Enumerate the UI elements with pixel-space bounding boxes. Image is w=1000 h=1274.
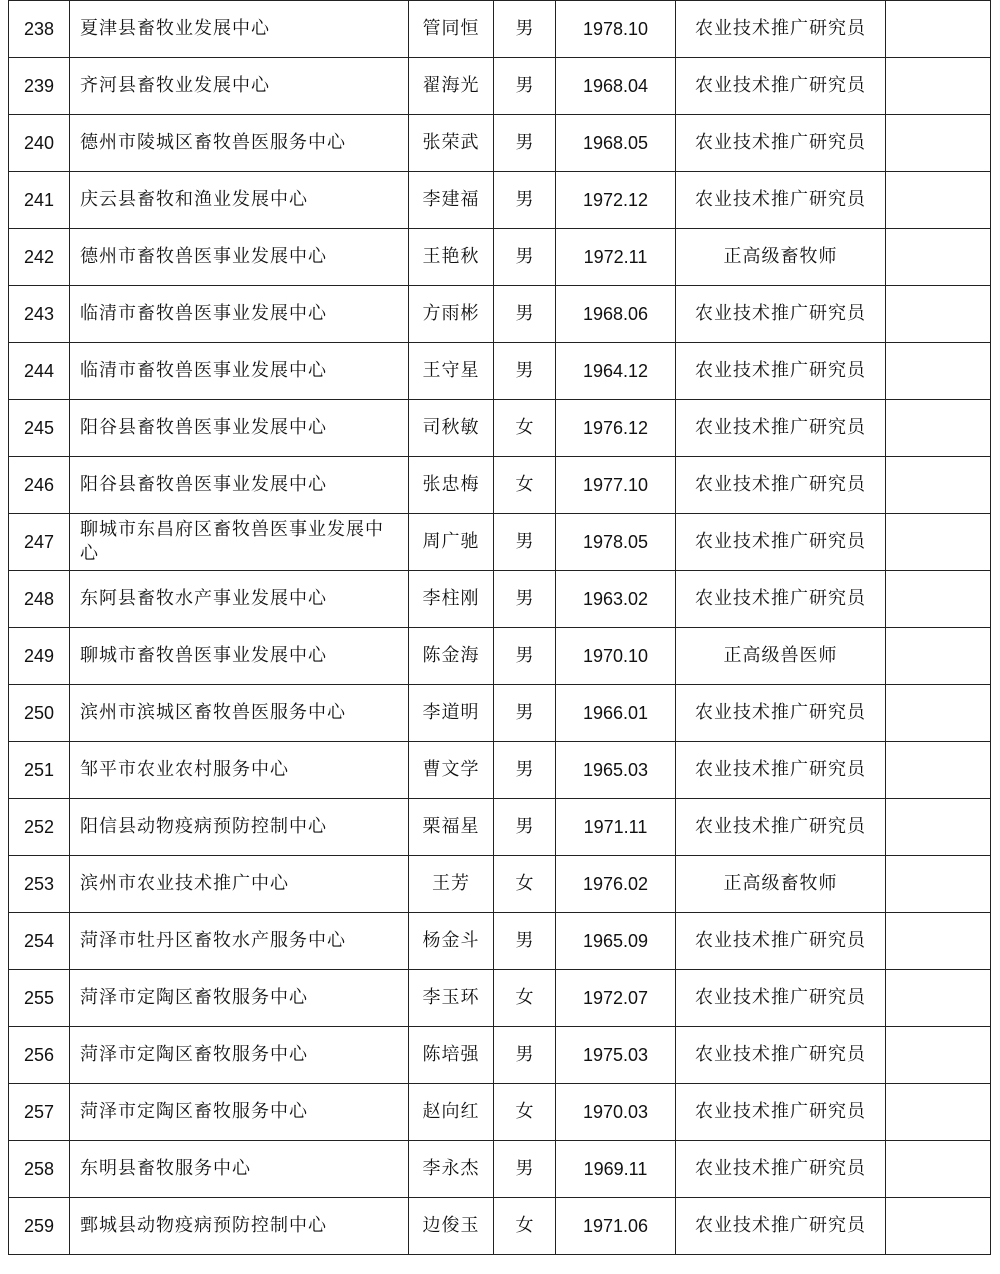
birth-date-cell: 1966.01	[556, 685, 676, 742]
gender-cell: 男	[494, 742, 556, 799]
serial-number-cell: 239	[9, 58, 70, 115]
table-row	[9, 286, 991, 343]
gender-cell: 女	[494, 1084, 556, 1141]
gender-cell: 男	[494, 286, 556, 343]
professional-title-cell: 农业技术推广研究员	[676, 286, 886, 343]
table-row	[9, 1141, 991, 1198]
professional-title-cell: 农业技术推广研究员	[676, 913, 886, 970]
person-name-cell: 赵向红	[409, 1084, 494, 1141]
gender-cell: 女	[494, 457, 556, 514]
professional-title-cell: 农业技术推广研究员	[676, 115, 886, 172]
professional-title-cell: 农业技术推广研究员	[676, 742, 886, 799]
professional-title-cell: 农业技术推广研究员	[676, 514, 886, 571]
gender-cell: 男	[494, 514, 556, 571]
gender-cell: 女	[494, 856, 556, 913]
table-row	[9, 1084, 991, 1141]
table-row	[9, 1, 991, 58]
birth-date-cell: 1978.10	[556, 1, 676, 58]
serial-number-cell: 259	[9, 1198, 70, 1255]
remarks-cell	[886, 1027, 991, 1084]
professional-title-cell: 正高级畜牧师	[676, 229, 886, 286]
gender-cell: 女	[494, 1198, 556, 1255]
remarks-cell	[886, 1, 991, 58]
table-row	[9, 115, 991, 172]
person-name-cell: 方雨彬	[409, 286, 494, 343]
gender-cell: 男	[494, 115, 556, 172]
remarks-cell	[886, 685, 991, 742]
remarks-cell	[886, 799, 991, 856]
person-name-cell: 李永杰	[409, 1141, 494, 1198]
professional-title-cell: 农业技术推广研究员	[676, 172, 886, 229]
birth-date-cell: 1977.10	[556, 457, 676, 514]
professional-title-cell: 农业技术推广研究员	[676, 1084, 886, 1141]
gender-cell: 男	[494, 343, 556, 400]
serial-number-cell: 257	[9, 1084, 70, 1141]
serial-number-cell: 252	[9, 799, 70, 856]
roster-body	[9, 1, 991, 1255]
remarks-cell	[886, 1141, 991, 1198]
unit-name-cell: 滨州市农业技术推广中心	[70, 856, 409, 913]
person-name-cell: 曹文学	[409, 742, 494, 799]
unit-name-cell: 鄄城县动物疫病预防控制中心	[70, 1198, 409, 1255]
remarks-cell	[886, 970, 991, 1027]
gender-cell: 男	[494, 628, 556, 685]
table-row	[9, 742, 991, 799]
birth-date-cell: 1978.05	[556, 514, 676, 571]
professional-title-cell: 农业技术推广研究员	[676, 571, 886, 628]
professional-title-cell: 正高级兽医师	[676, 628, 886, 685]
person-name-cell: 陈培强	[409, 1027, 494, 1084]
birth-date-cell: 1968.05	[556, 115, 676, 172]
roster-table	[8, 0, 991, 1255]
serial-number-cell: 246	[9, 457, 70, 514]
birth-date-cell: 1969.11	[556, 1141, 676, 1198]
unit-name-cell: 聊城市东昌府区畜牧兽医事业发展中心	[70, 514, 409, 571]
person-name-cell: 翟海光	[409, 58, 494, 115]
person-name-cell: 李柱刚	[409, 571, 494, 628]
unit-name-cell: 东阿县畜牧水产事业发展中心	[70, 571, 409, 628]
gender-cell: 男	[494, 229, 556, 286]
gender-cell: 男	[494, 172, 556, 229]
birth-date-cell: 1968.06	[556, 286, 676, 343]
serial-number-cell: 255	[9, 970, 70, 1027]
serial-number-cell: 254	[9, 913, 70, 970]
person-name-cell: 王芳	[409, 856, 494, 913]
remarks-cell	[886, 742, 991, 799]
birth-date-cell: 1970.03	[556, 1084, 676, 1141]
gender-cell: 男	[494, 571, 556, 628]
serial-number-cell: 251	[9, 742, 70, 799]
table-row	[9, 799, 991, 856]
gender-cell: 男	[494, 799, 556, 856]
unit-name-cell: 菏泽市定陶区畜牧服务中心	[70, 970, 409, 1027]
professional-title-cell: 正高级畜牧师	[676, 856, 886, 913]
birth-date-cell: 1964.12	[556, 343, 676, 400]
remarks-cell	[886, 628, 991, 685]
birth-date-cell: 1965.03	[556, 742, 676, 799]
unit-name-cell: 东明县畜牧服务中心	[70, 1141, 409, 1198]
remarks-cell	[886, 514, 991, 571]
table-row	[9, 172, 991, 229]
unit-name-cell: 滨州市滨城区畜牧兽医服务中心	[70, 685, 409, 742]
remarks-cell	[886, 571, 991, 628]
table-row	[9, 571, 991, 628]
unit-name-cell: 邹平市农业农村服务中心	[70, 742, 409, 799]
remarks-cell	[886, 343, 991, 400]
table-row	[9, 343, 991, 400]
professional-title-cell: 农业技术推广研究员	[676, 685, 886, 742]
professional-title-cell: 农业技术推广研究员	[676, 1027, 886, 1084]
remarks-cell	[886, 1084, 991, 1141]
serial-number-cell: 243	[9, 286, 70, 343]
table-row	[9, 1198, 991, 1255]
remarks-cell	[886, 856, 991, 913]
remarks-cell	[886, 1198, 991, 1255]
serial-number-cell: 258	[9, 1141, 70, 1198]
professional-title-cell: 农业技术推广研究员	[676, 970, 886, 1027]
person-name-cell: 李道明	[409, 685, 494, 742]
table-row	[9, 685, 991, 742]
gender-cell: 女	[494, 400, 556, 457]
person-name-cell: 王艳秋	[409, 229, 494, 286]
birth-date-cell: 1972.12	[556, 172, 676, 229]
unit-name-cell: 庆云县畜牧和渔业发展中心	[70, 172, 409, 229]
person-name-cell: 司秋敏	[409, 400, 494, 457]
birth-date-cell: 1968.04	[556, 58, 676, 115]
unit-name-cell: 德州市陵城区畜牧兽医服务中心	[70, 115, 409, 172]
unit-name-cell: 临清市畜牧兽医事业发展中心	[70, 343, 409, 400]
serial-number-cell: 240	[9, 115, 70, 172]
birth-date-cell: 1971.11	[556, 799, 676, 856]
serial-number-cell: 253	[9, 856, 70, 913]
person-name-cell: 李建福	[409, 172, 494, 229]
person-name-cell: 杨金斗	[409, 913, 494, 970]
serial-number-cell: 249	[9, 628, 70, 685]
unit-name-cell: 临清市畜牧兽医事业发展中心	[70, 286, 409, 343]
remarks-cell	[886, 115, 991, 172]
gender-cell: 男	[494, 1, 556, 58]
serial-number-cell: 242	[9, 229, 70, 286]
remarks-cell	[886, 286, 991, 343]
person-name-cell: 李玉环	[409, 970, 494, 1027]
gender-cell: 女	[494, 970, 556, 1027]
remarks-cell	[886, 58, 991, 115]
person-name-cell: 王守星	[409, 343, 494, 400]
table-row	[9, 229, 991, 286]
birth-date-cell: 1976.12	[556, 400, 676, 457]
birth-date-cell: 1965.09	[556, 913, 676, 970]
birth-date-cell: 1972.07	[556, 970, 676, 1027]
gender-cell: 男	[494, 685, 556, 742]
serial-number-cell: 241	[9, 172, 70, 229]
person-name-cell: 张忠梅	[409, 457, 494, 514]
remarks-cell	[886, 229, 991, 286]
person-name-cell: 管同恒	[409, 1, 494, 58]
gender-cell: 男	[494, 913, 556, 970]
table-row	[9, 913, 991, 970]
serial-number-cell: 245	[9, 400, 70, 457]
unit-name-cell: 德州市畜牧兽医事业发展中心	[70, 229, 409, 286]
person-name-cell: 陈金海	[409, 628, 494, 685]
birth-date-cell: 1971.06	[556, 1198, 676, 1255]
unit-name-cell: 阳谷县畜牧兽医事业发展中心	[70, 457, 409, 514]
birth-date-cell: 1970.10	[556, 628, 676, 685]
roster-sheet	[8, 0, 990, 1255]
unit-name-cell: 菏泽市牡丹区畜牧水产服务中心	[70, 913, 409, 970]
table-row	[9, 970, 991, 1027]
serial-number-cell: 238	[9, 1, 70, 58]
professional-title-cell: 农业技术推广研究员	[676, 1, 886, 58]
gender-cell: 男	[494, 58, 556, 115]
table-row	[9, 628, 991, 685]
unit-name-cell: 聊城市畜牧兽医事业发展中心	[70, 628, 409, 685]
table-row	[9, 58, 991, 115]
person-name-cell: 栗福星	[409, 799, 494, 856]
professional-title-cell: 农业技术推广研究员	[676, 400, 886, 457]
table-row	[9, 514, 991, 571]
professional-title-cell: 农业技术推广研究员	[676, 1198, 886, 1255]
professional-title-cell: 农业技术推广研究员	[676, 343, 886, 400]
serial-number-cell: 256	[9, 1027, 70, 1084]
professional-title-cell: 农业技术推广研究员	[676, 1141, 886, 1198]
person-name-cell: 边俊玉	[409, 1198, 494, 1255]
remarks-cell	[886, 913, 991, 970]
unit-name-cell: 阳谷县畜牧兽医事业发展中心	[70, 400, 409, 457]
gender-cell: 男	[494, 1027, 556, 1084]
person-name-cell: 张荣武	[409, 115, 494, 172]
unit-name-cell: 阳信县动物疫病预防控制中心	[70, 799, 409, 856]
professional-title-cell: 农业技术推广研究员	[676, 457, 886, 514]
birth-date-cell: 1972.11	[556, 229, 676, 286]
unit-name-cell: 菏泽市定陶区畜牧服务中心	[70, 1027, 409, 1084]
table-row	[9, 457, 991, 514]
birth-date-cell: 1976.02	[556, 856, 676, 913]
serial-number-cell: 250	[9, 685, 70, 742]
serial-number-cell: 248	[9, 571, 70, 628]
birth-date-cell: 1963.02	[556, 571, 676, 628]
serial-number-cell: 247	[9, 514, 70, 571]
remarks-cell	[886, 400, 991, 457]
unit-name-cell: 菏泽市定陶区畜牧服务中心	[70, 1084, 409, 1141]
professional-title-cell: 农业技术推广研究员	[676, 58, 886, 115]
gender-cell: 男	[494, 1141, 556, 1198]
birth-date-cell: 1975.03	[556, 1027, 676, 1084]
remarks-cell	[886, 172, 991, 229]
person-name-cell: 周广驰	[409, 514, 494, 571]
remarks-cell	[886, 457, 991, 514]
unit-name-cell: 夏津县畜牧业发展中心	[70, 1, 409, 58]
table-row	[9, 1027, 991, 1084]
table-row	[9, 400, 991, 457]
professional-title-cell: 农业技术推广研究员	[676, 799, 886, 856]
unit-name-cell: 齐河县畜牧业发展中心	[70, 58, 409, 115]
table-row	[9, 856, 991, 913]
serial-number-cell: 244	[9, 343, 70, 400]
